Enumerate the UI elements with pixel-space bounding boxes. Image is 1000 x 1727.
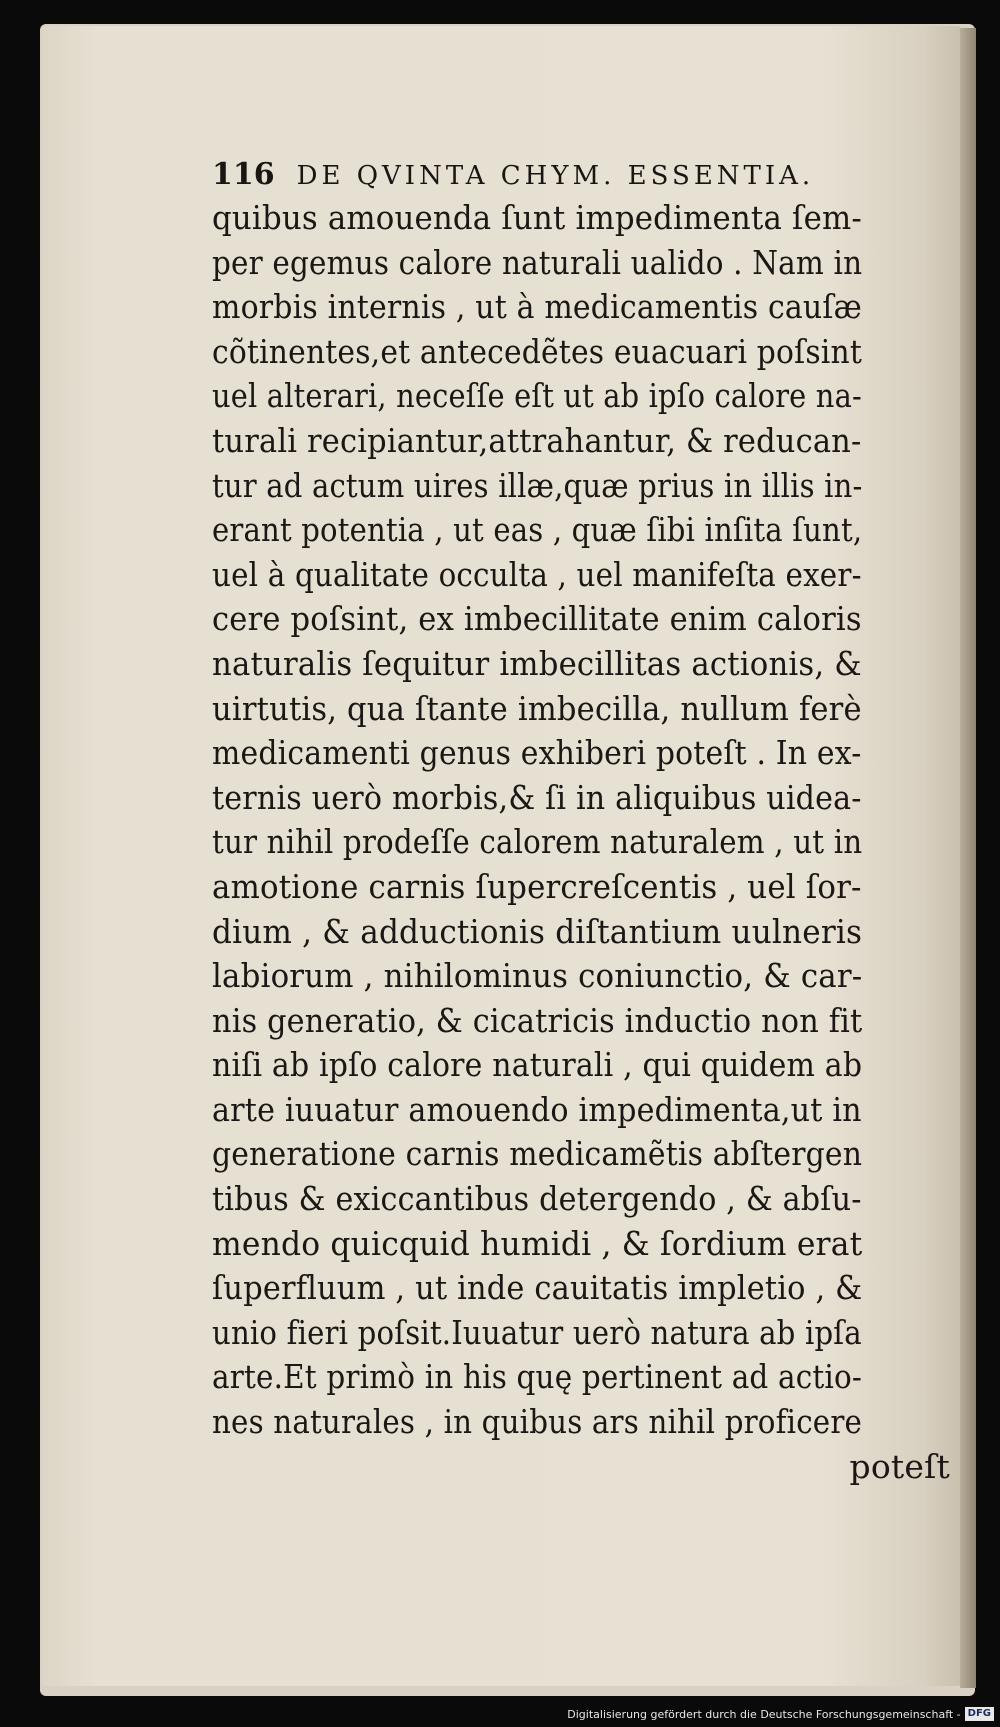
page-number: 116 — [212, 157, 275, 192]
catchword: poteſt — [849, 1446, 950, 1486]
text-line: medicamenti genus exhiberi poteſt . In ex- — [212, 733, 862, 773]
running-head — [212, 157, 862, 197]
text-line: ſuperfluum , ut inde cauitatis impletio , & — [212, 1268, 863, 1308]
text-line: unio fieri poſsit.Iuuatur uerò natura ab ipſa — [212, 1312, 862, 1352]
text-line: uel alterari, neceſſe eſt ut ab ipſo calore na- — [212, 376, 862, 416]
text-line: quibus amouenda ſunt impedimenta ſem- — [212, 198, 862, 237]
text-line: tur ad actum uires illæ,quæ prius in illis in- — [212, 465, 863, 505]
text-line: uirtutis, qua ſtante imbecilla, nullum ferè — [212, 688, 862, 728]
footer — [567, 1705, 994, 1723]
text-line: turali recipiantur,attrahantur, & reducan- — [212, 420, 862, 460]
text-line: uel à qualitate occulta , uel manifeſta exer- — [212, 554, 862, 594]
text-line: cere poſsint, ex imbecillitate enim caloris — [212, 599, 862, 639]
text-line: labiorum , nihilominus coniunctio, & car- — [212, 956, 863, 996]
text-line: arte iuuatur amouendo impedimenta,ut in — [212, 1089, 862, 1129]
text-line: generatione carnis medicamẽtis abſtergen — [212, 1134, 863, 1174]
text-line: erant potentia , ut eas , quæ ſibi inſita ſunt, — [212, 510, 863, 550]
running-title: DE QVINTA CHYM. ESSENTIA. — [296, 161, 815, 191]
text-line: tur nihil prodeſſe calorem naturalem , ut in — [212, 822, 863, 862]
text-line: nes naturales , in quibus ars nihil proficere — [212, 1402, 863, 1442]
text-line: nis generatio, & cicatricis inductio non fit — [212, 1000, 863, 1040]
body-text — [212, 196, 962, 1489]
text-line: naturalis ſequitur imbecillitas actionis, & — [212, 643, 862, 683]
text-line: amotione carnis ſupercreſcentis , uel ſor- — [212, 866, 862, 906]
text-line: niſi ab ipſo calore naturali , qui quidem ab — [212, 1045, 863, 1085]
text-line: mendo quicquid humidi , & ſordium erat — [212, 1223, 863, 1263]
funding-note: Digitalisierung gefördert durch die Deutsche Forschungsgemeinschaft - — [567, 1707, 961, 1721]
text-line: cõtinentes,et antecedẽtes euacuari poſsint — [212, 331, 862, 371]
text-line: morbis internis , ut à medicamentis cauſæ — [212, 287, 862, 327]
text-line: tibus & exiccantibus detergendo , & abſu- — [212, 1179, 862, 1219]
text-line: dium , & adductionis diſtantium uulneris — [212, 911, 863, 951]
page-edge-shadow — [960, 28, 976, 1688]
text-line: per egemus calore naturali ualido . Nam in — [212, 242, 863, 282]
text-line: ternis uerò morbis,& ſi in aliquibus uidea- — [212, 777, 862, 817]
text-line: arte.Et primò in his quę pertinent ad actio- — [212, 1357, 863, 1397]
dfg-logo: DFG — [965, 1707, 994, 1721]
